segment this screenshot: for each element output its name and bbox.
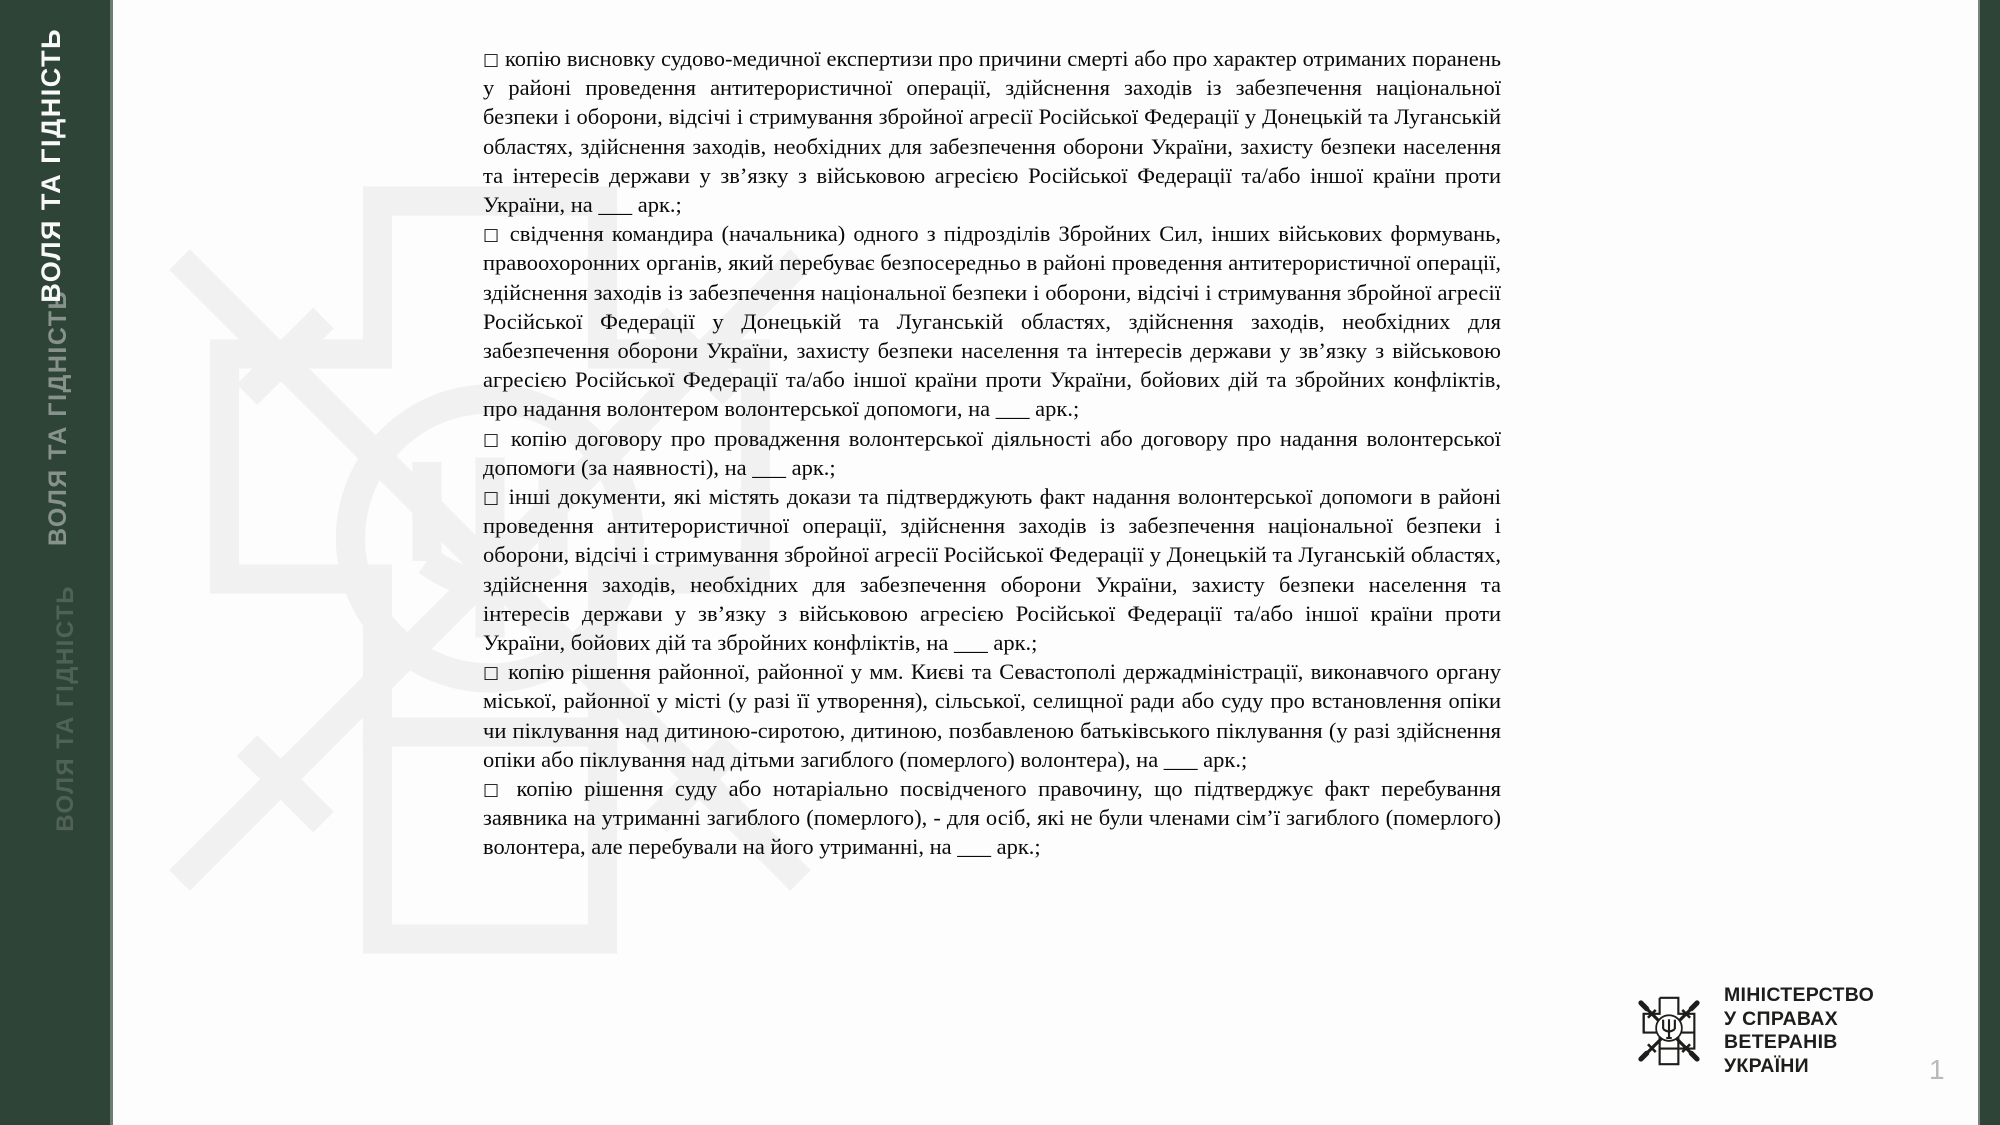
sidebar-slogan-2: ВОЛЯ ТА ГІДНІСТЬ bbox=[44, 290, 72, 547]
paragraph-text: копію висновку судово-медичної експертизи про причини смерті або про характер отриманих поранень у районі проведення антитерористичної операції, здійснення заходів із забезпечення національної безпеки і оборони, відсічі і стримування збройної агресії Російської Федерації у Донецькій та Луганській областях, здійснення заходів, необхідних для забезпечення оборони України, захисту безпеки населення та інтересів держави у зв’язку з військовою агресією Російської Федерації та/або іншої країни проти України, на ___ арк.; bbox=[483, 46, 1502, 218]
ministry-logo-line-2: У СПРАВАХ bbox=[1724, 1007, 1838, 1030]
document-paragraph bbox=[483, 44, 1501, 219]
ministry-logo-line-4: УКРАЇНИ bbox=[1724, 1054, 1809, 1077]
checkbox-icon[interactable]: □ bbox=[483, 429, 503, 450]
left-green-sidebar bbox=[0, 0, 113, 1125]
checkbox-icon[interactable]: □ bbox=[483, 488, 502, 509]
sidebar-slogan-1: ВОЛЯ ТА ГІДНІСТЬ bbox=[36, 28, 66, 303]
ministry-logo bbox=[1630, 984, 1874, 1078]
ministry-logo-line-1: МІНІСТЕРСТВО bbox=[1724, 984, 1875, 1006]
right-green-strip bbox=[1978, 0, 2000, 1125]
checkbox-icon[interactable]: □ bbox=[483, 663, 501, 684]
paragraph-text: копію рішення суду або нотаріально посвідченого правочину, що підтверджує факт перебування заявника на утриманні загиблого (померлого), - для осіб, які не були членами сім’ї загиблого (померлого) волонтера, але перебували на його утриманні, на ___ арк.; bbox=[483, 776, 1502, 860]
document-paragraph bbox=[483, 657, 1501, 774]
ministry-emblem-icon bbox=[1630, 992, 1708, 1070]
document-paragraph bbox=[483, 774, 1501, 862]
document-paragraph bbox=[483, 219, 1501, 423]
ministry-logo-text bbox=[1724, 984, 1874, 1078]
document-paragraph bbox=[483, 424, 1501, 482]
paragraph-text: інші документи, які містять докази та підтверджують факт надання волонтерської допомоги в районі проведення антитерористичної операції, здійснення заходів із забезпечення національної безпеки і оборони, відсічі і стримування збройної агресії Російської Федерації у Донецькій та Луганській областях, здійснення заходів, необхідних для забезпечення оборони України, захисту безпеки населення та інтересів держави у зв’язку з військовою агресією Російської Федерації та/або іншої країни проти України, бойових дій та збройних конфліктів, на ___ арк.; bbox=[483, 484, 1501, 656]
paragraph-text: копію договору про провадження волонтерської діяльності або договору про надання волонтерської допомоги (за наявності), на ___ арк.; bbox=[483, 425, 1502, 480]
paragraph-text: копію рішення районної, районної у мм. Києві та Севастополі держадміністрації, виконавчого органу міської, районної у місті (у разі її утворення), сільської, селищної ради або суду про встановлення опіки чи піклування над дитиною-сиротою, дитиною, позбавленою батьківського піклування (у разі здійснення опіки або піклування над дітьми загиблого (померлого) волонтера), на ___ арк.; bbox=[483, 659, 1502, 772]
ministry-logo-line-3: ВЕТЕРАНІВ bbox=[1724, 1031, 1838, 1053]
checkbox-icon[interactable]: □ bbox=[483, 225, 502, 246]
checkbox-icon[interactable]: □ bbox=[483, 780, 505, 801]
paragraph-text: свідчення командира (начальника) одного з підрозділів Збройних Сил, інших військових формувань, правоохоронних органів, який перебуває безпосередньо в районі проведення антитерористичної операції, здійснення заходів із забезпечення національної безпеки і оборони, відсічі і стримування збройної агресії Російської Федерації у Донецькій та Луганській областях, здійснення заходів, необхідних для забезпечення оборони України, захисту безпеки населення та інтересів держави у зв’язку з військовою агресією Російської Федерації та/або іншої країни проти України, бойових дій та збройних конфліктів, про надання волонтером волонтерської допомоги, на ___ арк.; bbox=[483, 221, 1501, 422]
document-paragraph bbox=[483, 482, 1501, 657]
document-text-body bbox=[483, 44, 1501, 862]
checkbox-icon[interactable]: □ bbox=[483, 50, 500, 70]
sidebar-slogan-3: ВОЛЯ ТА ГІДНІСТЬ bbox=[52, 585, 79, 832]
page-number: 1 bbox=[1929, 1054, 1945, 1085]
